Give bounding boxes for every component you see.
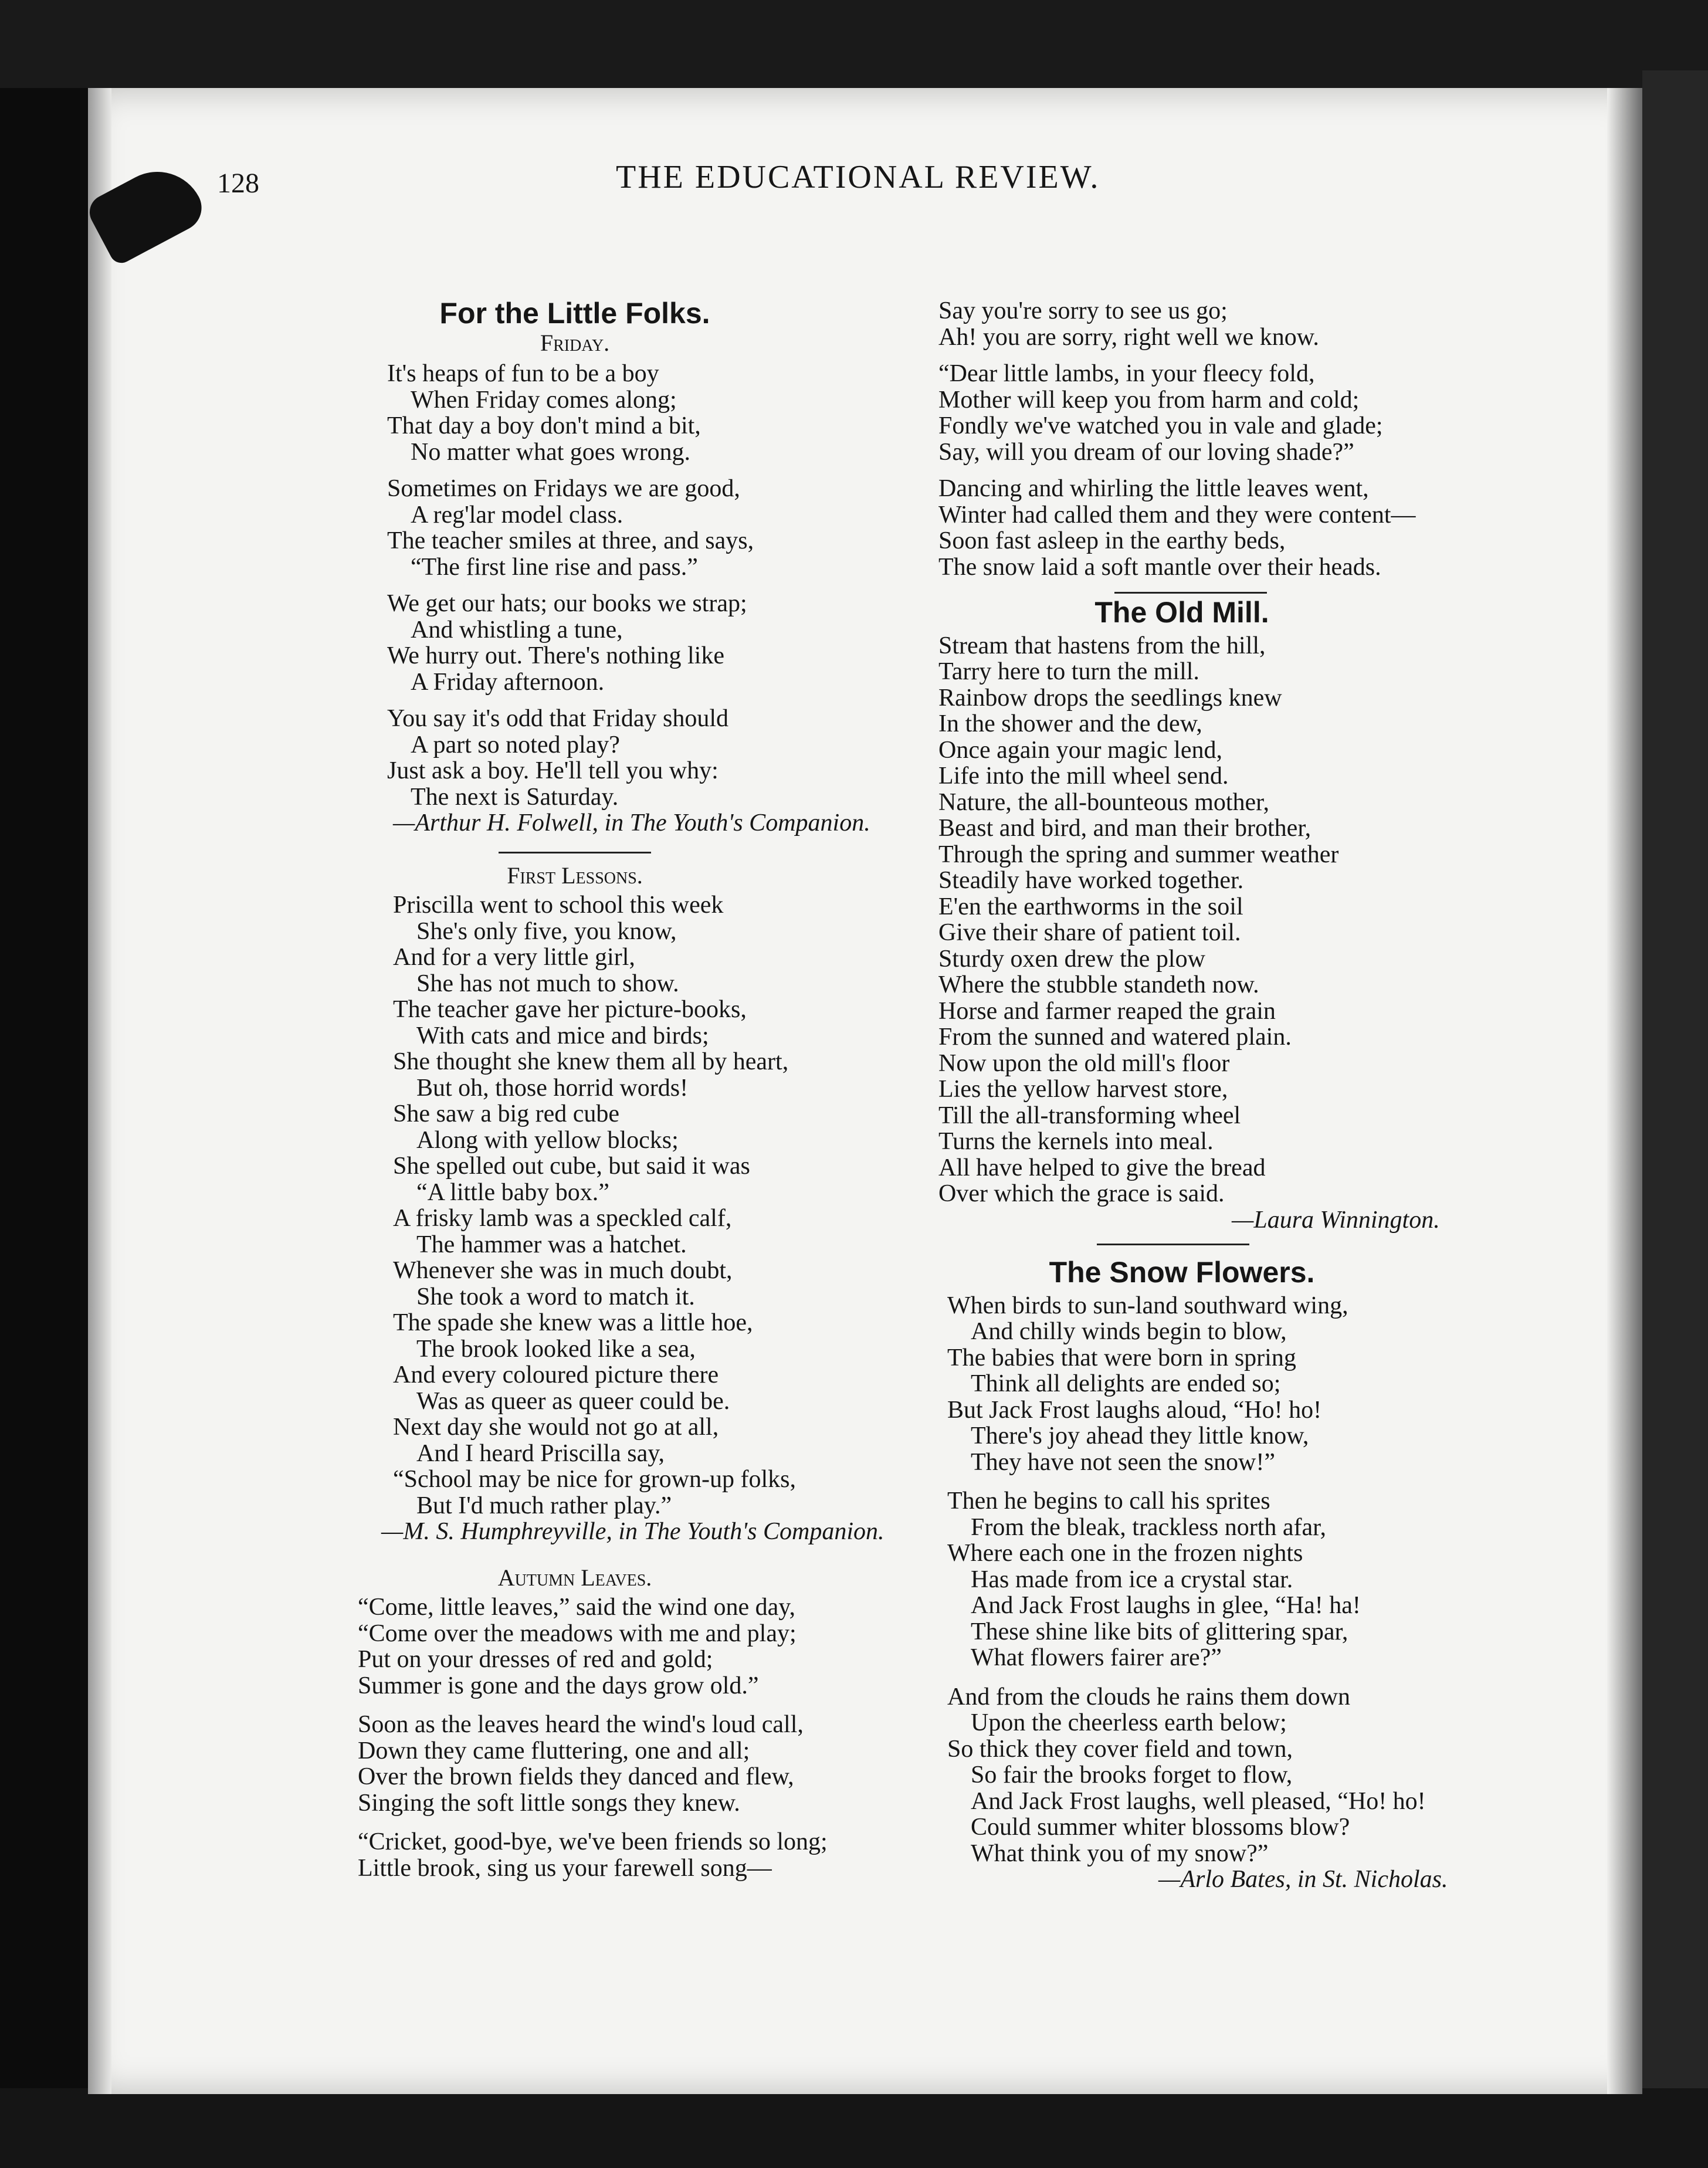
poem-line: Along with yellow blocks;	[416, 1126, 679, 1154]
poem-line: Now upon the old mill's floor	[938, 1049, 1230, 1077]
poem-line: Soon fast asleep in the earthy beds,	[938, 527, 1286, 554]
poem-line: We hurry out. There's nothing like	[387, 642, 724, 669]
poem-line: The snow laid a soft mantle over their heads.	[938, 553, 1381, 581]
poem-line: Where the stubble standeth now.	[938, 971, 1259, 998]
poem-line: And Jack Frost laughs in glee, “Ha! ha!	[971, 1592, 1361, 1619]
poem-line: In the shower and the dew,	[938, 710, 1202, 737]
poem-line: Give their share of patient toil.	[938, 919, 1241, 946]
poem-line: “Come, little leaves,” said the wind one day,	[358, 1594, 796, 1621]
section-divider	[1114, 592, 1267, 594]
poem-line: And whistling a tune,	[411, 616, 623, 643]
poem-line: Dancing and whirling the little leaves went,	[938, 475, 1369, 502]
poem-line: Just ask a boy. He'll tell you why:	[387, 757, 719, 784]
poem-line: Next day she would not go at all,	[393, 1414, 719, 1441]
poem-line: “Cricket, good-bye, we've been friends so long;	[358, 1828, 828, 1855]
poem-line: Then he begins to call his sprites	[947, 1488, 1270, 1515]
poem-line: Whenever she was in much doubt,	[393, 1257, 733, 1284]
poem-line: “A little baby box.”	[416, 1178, 609, 1206]
poem-friday	[252, 361, 897, 836]
poem-line: Has made from ice a crystal star.	[971, 1566, 1293, 1593]
poem-line: Stream that hastens from the hill,	[938, 632, 1266, 659]
poem-line: When birds to sun-land southward wing,	[947, 1292, 1348, 1319]
poem-line: You say it's odd that Friday should	[387, 705, 729, 732]
poem-autumn-leaves	[252, 1594, 897, 1881]
poem-line: The babies that were born in spring	[947, 1344, 1296, 1371]
poem-line: Life into the mill wheel send.	[938, 763, 1229, 790]
poem-line: She took a word to match it.	[416, 1283, 695, 1310]
poem-line: Little brook, sing us your farewell song—	[358, 1854, 772, 1882]
poem-line: No matter what goes wrong.	[411, 438, 691, 466]
poem-line: They have not seen the snow!”	[971, 1448, 1275, 1476]
poem-line: Say you're sorry to see us go;	[938, 297, 1228, 324]
poem-line: Priscilla went to school this week	[393, 892, 724, 919]
poem-attribution: —Arthur H. Folwell, in The Youth's Companion.	[393, 809, 870, 836]
poem-line: Horse and farmer reaped the grain	[938, 997, 1276, 1025]
poem-attribution: —Arlo Bates, in St. Nicholas.	[1158, 1866, 1448, 1893]
poem-autumn-leaves-continued	[833, 298, 1507, 580]
poem-attribution: —M. S. Humphreyville, in The Youth's Companion.	[381, 1518, 884, 1545]
poem-line: She saw a big red cube	[393, 1100, 620, 1127]
poem-line: A frisky lamb was a speckled calf,	[393, 1205, 732, 1232]
poem-line: What flowers fairer are?”	[971, 1644, 1222, 1671]
poem-line: Beast and bird, and man their brother,	[938, 815, 1312, 842]
page-number: 128	[217, 168, 259, 199]
running-head: THE EDUCATIONAL REVIEW.	[616, 159, 1100, 195]
poem-line: Steadily have worked together.	[938, 867, 1244, 894]
poem-line: Was as queer as queer could be.	[416, 1387, 730, 1415]
poem-line: Summer is gone and the days grow old.”	[358, 1672, 759, 1699]
poem-line: Nature, the all-bounteous mother,	[938, 788, 1269, 816]
section-title: For the Little Folks.	[439, 297, 710, 330]
poem-line: The hammer was a hatchet.	[416, 1231, 687, 1258]
poem-line: From the bleak, trackless north afar,	[971, 1513, 1326, 1541]
poem-line: We get our hats; our books we strap;	[387, 590, 747, 617]
poem-line: She's only five, you know,	[416, 917, 677, 945]
poem-line: Lies the yellow harvest store,	[938, 1076, 1228, 1103]
scan-border-bottom	[0, 2088, 1708, 2168]
poem-line: Where each one in the frozen nights	[947, 1540, 1303, 1567]
poem-line: She spelled out cube, but said it was	[393, 1153, 750, 1180]
poem-line: It's heaps of fun to be a boy	[387, 360, 659, 387]
poem-line: Sometimes on Fridays we are good,	[387, 475, 740, 502]
poem-line: Sturdy oxen drew the plow	[938, 945, 1205, 973]
poem-line: That day a boy don't mind a bit,	[387, 412, 701, 439]
poem-line: And from the clouds he rains them down	[947, 1683, 1351, 1710]
poem-line: The brook looked like a sea,	[416, 1335, 696, 1363]
poem-title-snow-flowers: The Snow Flowers.	[1049, 1256, 1315, 1289]
right-column	[833, 211, 1507, 1893]
poem-line: Once again your magic lend,	[938, 736, 1222, 764]
poem-line: Through the spring and summer weather	[938, 841, 1339, 868]
poem-line: “Dear little lambs, in your fleecy fold,	[938, 360, 1315, 387]
section-divider	[499, 852, 651, 853]
poem-line: Soon as the leaves heard the wind's loud call,	[358, 1711, 804, 1738]
poem-title-old-mill: The Old Mill.	[1094, 596, 1269, 629]
poem-line: Turns the kernels into meal.	[938, 1128, 1214, 1155]
poem-line: E'en the earthworms in the soil	[938, 893, 1243, 920]
page-gutter-left	[88, 88, 111, 2094]
poem-title-autumn-leaves: Autumn Leaves.	[497, 1564, 652, 1591]
poem-line: Say, will you dream of our loving shade?”	[938, 438, 1354, 466]
poem-snow-flowers	[833, 1293, 1507, 1893]
left-column	[252, 211, 897, 1881]
scan-border-top	[0, 0, 1708, 88]
poem-line: “Come over the meadows with me and play;	[358, 1620, 797, 1647]
poem-line: The teacher smiles at three, and says,	[387, 527, 754, 554]
poem-line: Mother will keep you from harm and cold;	[938, 386, 1360, 414]
scan-border-right	[1642, 70, 1708, 2100]
poem-line: And chilly winds begin to blow,	[971, 1318, 1287, 1345]
poem-line: Over which the grace is said.	[938, 1180, 1225, 1207]
poem-title-first-lessons: First Lessons.	[507, 862, 643, 889]
poem-line: The spade she knew was a little hoe,	[393, 1309, 753, 1336]
poem-line: Tarry here to turn the mill.	[938, 658, 1199, 685]
poem-old-mill	[833, 633, 1507, 1234]
poem-line: But I'd much rather play.”	[416, 1492, 672, 1519]
poem-line: Rainbow drops the seedlings knew	[938, 684, 1282, 712]
poem-line: From the sunned and watered plain.	[938, 1024, 1292, 1051]
poem-line: All have helped to give the bread	[938, 1154, 1266, 1181]
poem-line: And every coloured picture there	[393, 1361, 719, 1388]
poem-line: She has not much to show.	[416, 970, 679, 997]
poem-line: Upon the cheerless earth below;	[971, 1709, 1287, 1736]
poem-line: These shine like bits of glittering spar,	[971, 1618, 1348, 1645]
poem-line: Winter had called them and they were content—	[938, 501, 1416, 529]
poem-line: “School may be nice for grown-up folks,	[393, 1466, 796, 1493]
poem-line: And for a very little girl,	[393, 944, 635, 971]
poem-line: So thick they cover field and town,	[947, 1735, 1293, 1763]
poem-line: “The first line rise and pass.”	[411, 553, 698, 581]
poem-line: Singing the soft little songs they knew.	[358, 1789, 740, 1817]
poem-line: A Friday afternoon.	[411, 668, 605, 696]
poem-first-lessons	[252, 892, 897, 1545]
poem-line: Over the brown fields they danced and flew,	[358, 1763, 794, 1790]
poem-line: Till the all-transforming wheel	[938, 1102, 1241, 1129]
poem-line: A reg'lar model class.	[411, 501, 623, 529]
poem-title-friday: Friday.	[540, 329, 610, 356]
poem-attribution: —Laura Winnington.	[1232, 1206, 1440, 1234]
poem-line: Fondly we've watched you in vale and glade;	[938, 412, 1383, 439]
poem-line: The teacher gave her picture-books,	[393, 996, 747, 1023]
poem-line: What think you of my snow?”	[971, 1840, 1269, 1867]
poem-line: Put on your dresses of red and gold;	[358, 1646, 713, 1673]
poem-line: But Jack Frost laughs aloud, “Ho! ho!	[947, 1396, 1322, 1424]
poem-line: There's joy ahead they little know,	[971, 1422, 1309, 1449]
poem-line: With cats and mice and birds;	[416, 1022, 709, 1049]
poem-line: So fair the brooks forget to flow,	[971, 1761, 1293, 1788]
page-gutter-right	[1607, 88, 1642, 2094]
section-divider	[1097, 1244, 1249, 1245]
poem-line: The next is Saturday.	[411, 783, 619, 811]
poem-line: And Jack Frost laughs, well pleased, “Ho! ho!	[971, 1787, 1426, 1815]
poem-line: Down they came fluttering, one and all;	[358, 1737, 750, 1764]
poem-line: Think all delights are ended so;	[971, 1370, 1281, 1397]
poem-line: When Friday comes along;	[411, 386, 677, 414]
poem-line: Ah! you are sorry, right well we know.	[938, 323, 1319, 351]
poem-line: A part so noted play?	[411, 731, 620, 758]
poem-line: She thought she knew them all by heart,	[393, 1048, 789, 1075]
poem-line: Could summer whiter blossoms blow?	[971, 1814, 1350, 1841]
poem-line: But oh, those horrid words!	[416, 1074, 689, 1102]
poem-line: And I heard Priscilla say,	[416, 1439, 665, 1467]
